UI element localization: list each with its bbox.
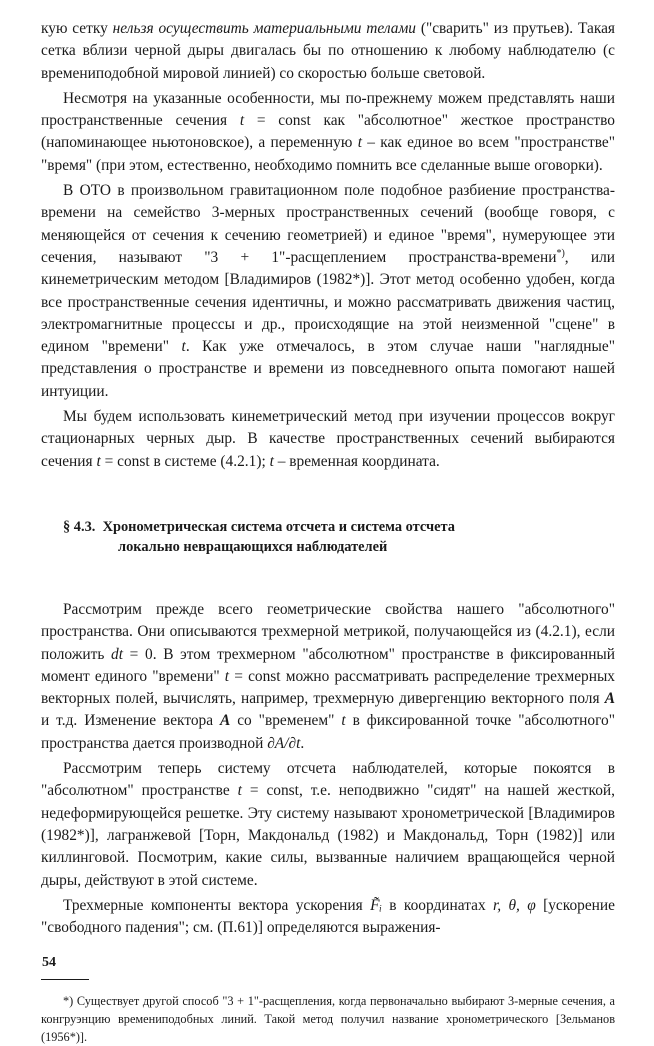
section-heading (63, 517, 615, 557)
footnote-divider (41, 979, 89, 980)
paragraph-4: Мы будем использовать кинеметрический метод при изучении процессов вокруг стационарных черных дыр. В качестве пространственных сечений выбираются сечения t = const в системе (4.2.1); t – временная координата. (41, 408, 615, 470)
paragraph-1: кую сетку нельзя осуществить материальными телами ("сварить" из прутьев). Такая сетка вблизи черной дыры двигалась бы по отношению к любому наблюдателю (с времениподобной мировой линией) со скоростью больше световой. (41, 20, 615, 82)
section-title-line2: локально невращающихся наблюдателей (118, 538, 388, 555)
paragraph-5: Рассмотрим прежде всего геометрические свойства нашего "абсолютного" пространства. Они описываются трехмерной метрикой, получающейся из (4.2.1), если положить dt = 0. В этом трехмерном "абсолютном" пространстве в фиксированный момент единого "времени" t = const можно рассматривать распределение трехмерных векторных полей, вычислять, например, трехмерную дивергенцию векторного поля A и т.д. Изменение вектора A со "временем" t в фиксированной точке "абсолютного" пространства дается производной ∂A/∂t. (41, 600, 616, 752)
footnote-marker: *) (556, 247, 565, 259)
paragraph-3: В ОТО в произвольном гравитационном поле подобное разбиение пространства-времени на семейство 3-мерных пространственных сечений (вообще говоря, с меняющейся от сечения к сечению геометрией) и единое "время", нумерующее эти сечения, называют "3 + 1"-расщеплением пространства-времени*), или кинеметрическим методом [Владимиров (1982*)]. Этот метод особенно удобен, когда все пространственные сечения идентичны, и можно рассматривать движения частиц, электромагнитные процессы и др., происходящие на этой неизменной "сцене" в едином "времени" t. Как уже отмечалось, в этом случае наши "наглядные" представления о пространстве и времени из повседневного опыта помогают нашей интуиции. (41, 182, 615, 400)
paragraph-2: Несмотря на указанные особенности, мы по-прежнему можем представлять наши пространственные сечения t = const как "абсолютное" жесткое пространство (напоминающее ньютоновское), а переменную t – как единое во всем "пространстве" "время" (при этом, естественно, необходимо помнить все сделанные выше оговорки). (41, 89, 616, 174)
page-number: 54 (42, 955, 56, 970)
footnote: *) Существует другой способ "3 + 1"-расщепления, когда первоначально выбирают 3-мерные сечения, а конгруэнцию времениподобных линий. Такой метод получил название хронометрического [Зельманов (1956*)]. (41, 994, 615, 1045)
page-body (41, 18, 615, 1046)
section-number: § 4.3. (63, 518, 96, 535)
section-title-line1: Хронометрическая система отсчета и система отсчета (102, 518, 455, 535)
paragraph-6: Рассмотрим теперь систему отсчета наблюдателей, которые покоятся в "абсолютном" пространстве t = const, т.е. неподвижно "сидят" на нашей жесткой, недеформирующейся решетке. Эту систему называют хронометрической [Владимиров (1982*)], лагранжевой [Торн, Макдональд (1982) и Макдональд, Торн (1982)] или киллинговой. Посмотрим, какие силы, вызванные наличием вращающейся черной дыры, действуют в этой системе. (41, 760, 615, 889)
paragraph-7: Трехмерные компоненты вектора ускорения F̃ᵢ в координатах r, θ, φ [ускорение "свободного падения"; см. (П.61)] определяются выражения- (41, 896, 615, 937)
